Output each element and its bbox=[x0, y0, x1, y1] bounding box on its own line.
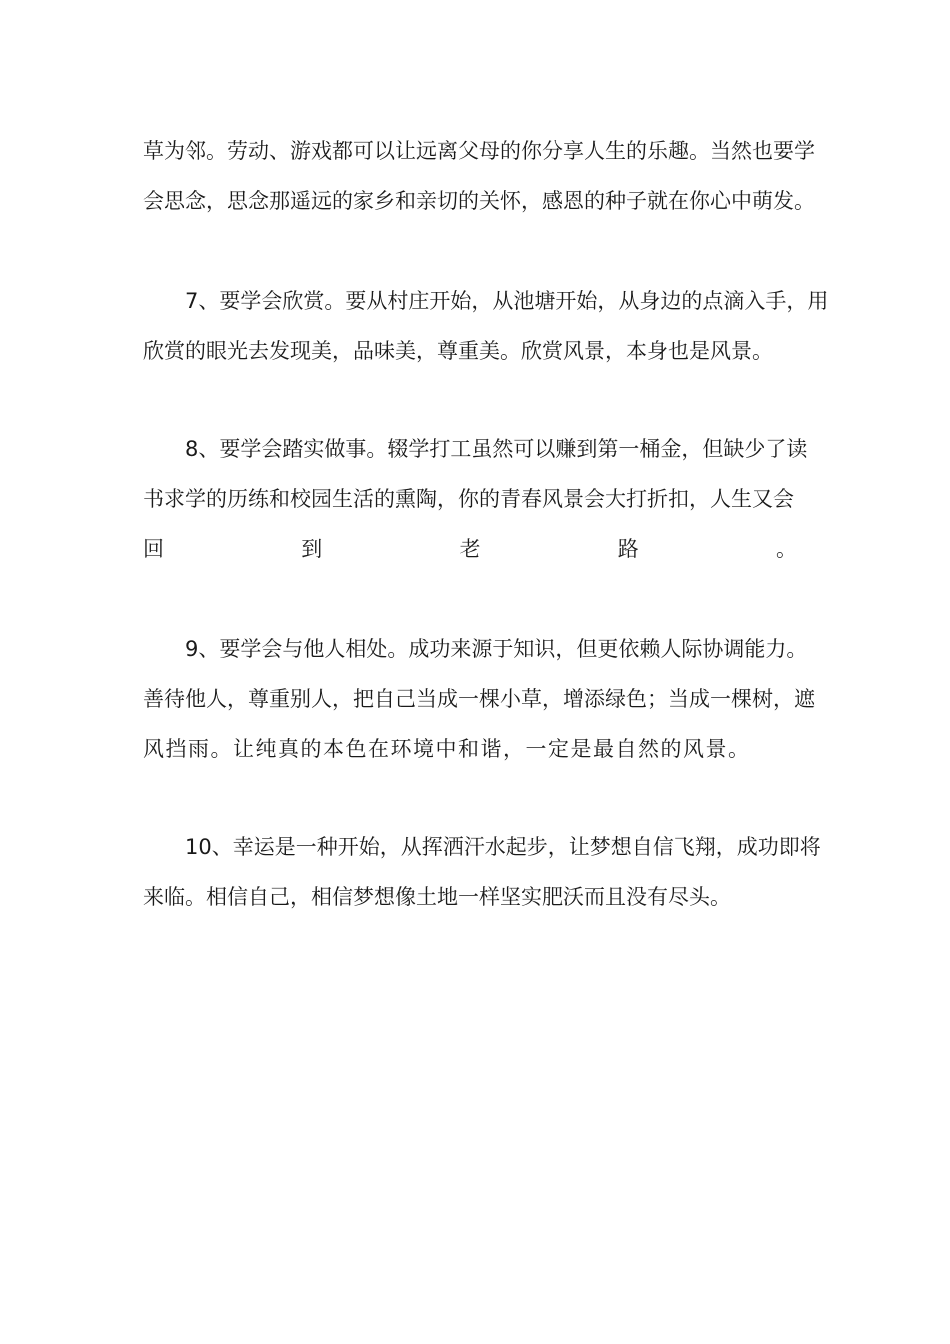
paragraph-9-line-1: 9、要学会与他人相处。成功来源于知识，但更依赖人际协调能力。 bbox=[185, 637, 808, 661]
paragraph-7-line-2: 欣赏的眼光去发现美，品味美，尊重美。欣赏风景，本身也是风景。 bbox=[143, 339, 773, 363]
paragraph-7-line-1: 7、要学会欣赏。要从村庄开始，从池塘开始，从身边的点滴入手，用 bbox=[185, 289, 829, 313]
paragraph-9-line-3: 风挡雨。让纯真的本色在环境中和谐，一定是最自然的风景。 bbox=[143, 737, 751, 761]
paragraph-10-line-2: 来临。相信自己，相信梦想像土地一样坚实肥沃而且没有尽头。 bbox=[143, 885, 731, 909]
spread-char: 老 bbox=[459, 537, 481, 561]
paragraph-8-line-2: 书求学的历练和校园生活的熏陶，你的青春风景会大打折扣，人生又会 bbox=[143, 487, 794, 511]
paragraph-1-line-2: 会思念，思念那遥远的家乡和亲切的关怀，感恩的种子就在你心中萌发。 bbox=[143, 189, 815, 213]
spread-char: 到 bbox=[301, 537, 323, 561]
paragraph-1-line-1: 草为邻。劳动、游戏都可以让远离父母的你分享人生的乐趣。当然也要学 bbox=[143, 139, 815, 163]
paragraph-9-line-2: 善待他人，尊重别人，把自己当成一棵小草，增添绿色；当成一棵树，遮 bbox=[143, 687, 815, 711]
paragraph-8-line-1: 8、要学会踏实做事。辍学打工虽然可以赚到第一桶金，但缺少了读 bbox=[185, 437, 808, 461]
spread-char: 。 bbox=[776, 537, 797, 561]
paragraph-10-line-1: 10、幸运是一种开始，从挥洒汗水起步，让梦想自信飞翔，成功即将 bbox=[185, 835, 821, 859]
spread-char: 路 bbox=[617, 537, 639, 561]
paragraph-8-line-3 bbox=[143, 532, 797, 566]
spread-char: 回 bbox=[143, 537, 164, 561]
